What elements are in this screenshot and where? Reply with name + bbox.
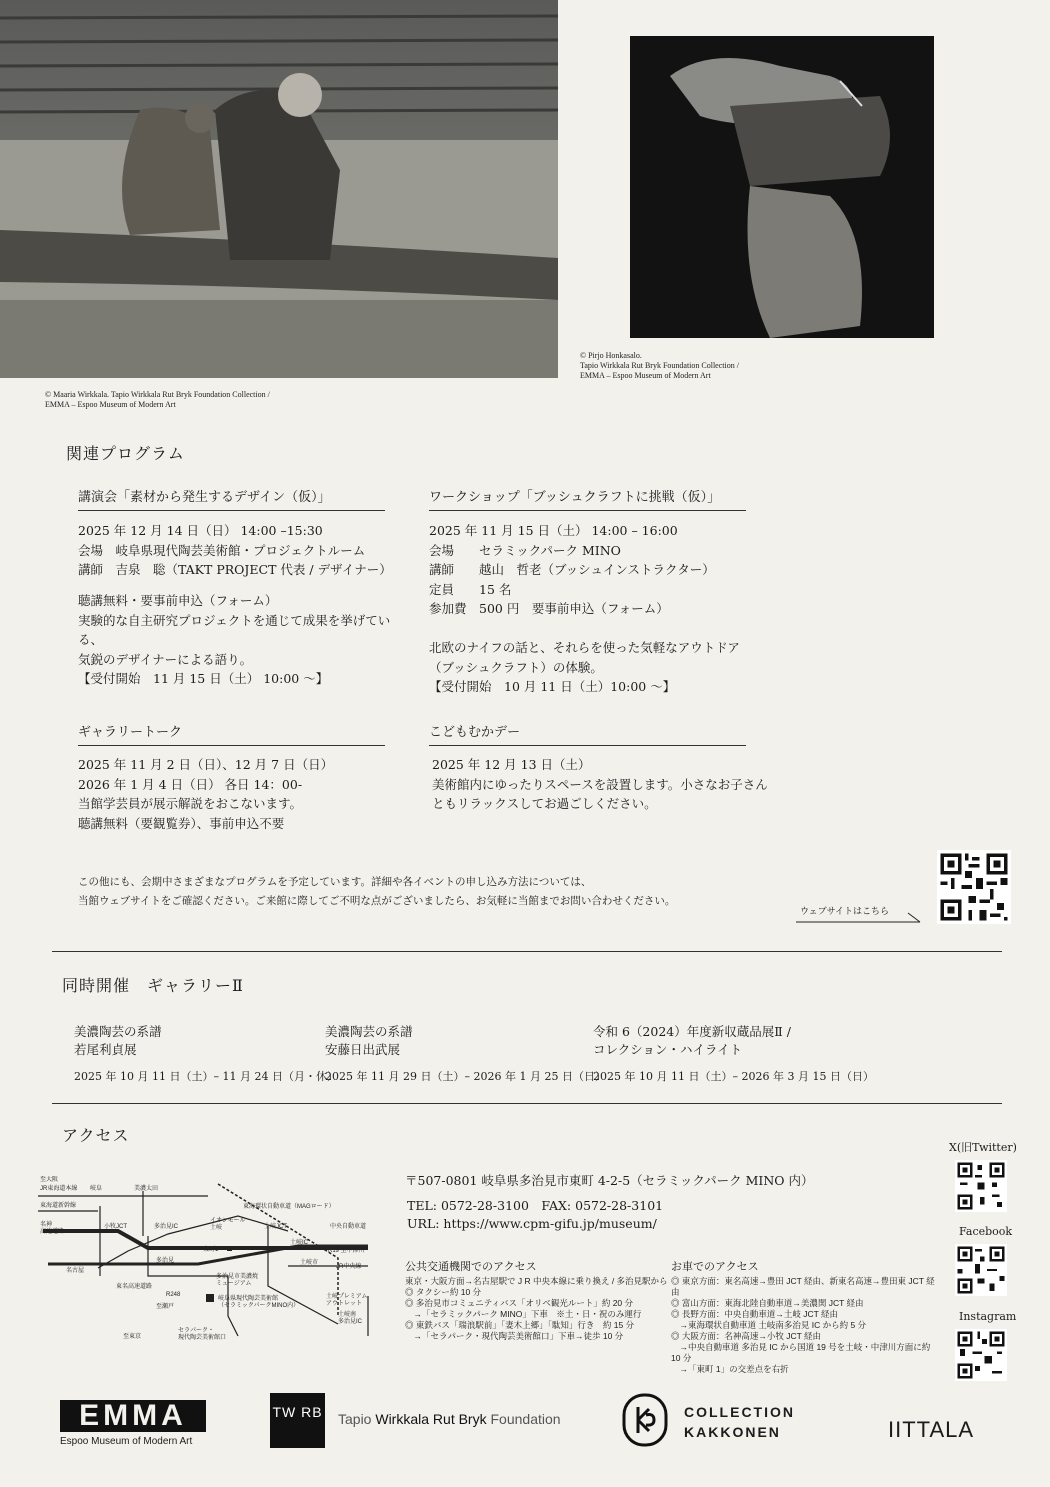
map-label: 土岐市 — [300, 1260, 319, 1266]
concurrent-item-line2: コレクション・ハイライト — [593, 1042, 743, 1057]
lecture-details — [78, 521, 408, 580]
car-line: ◎ 富山方面：東海北陸自動車道→美濃関 JCT 経由 — [671, 1298, 864, 1308]
concurrent-item-dates: 2025 年 11 月 29 日（土）– 2026 年 1 月 25 日（日） — [325, 1070, 606, 1083]
right-photo-caption-3: EMMA – Espoo Museum of Modern Art — [580, 371, 711, 380]
photo-wirkkala-with-dog — [0, 0, 558, 378]
map-label: セラパーク・現代陶芸美術館口 — [178, 1328, 227, 1341]
lecture-divider — [78, 510, 385, 511]
lecture-venue: 会場 岐阜県現代陶芸美術館・プロジェクトルーム — [78, 542, 366, 558]
map-label: 中央自動車道 — [330, 1224, 367, 1230]
talk-line: 2025 年 11 月 2 日（日）、12 月 7 日（日） — [78, 757, 334, 772]
right-photo-caption-1: © Pirjo Honkasalo. — [580, 351, 642, 360]
talk-divider — [78, 745, 385, 746]
talk-block — [78, 721, 385, 746]
map-label: 至大阪 — [40, 1177, 59, 1183]
concurrent-item-line1: 美濃陶芸の系譜 — [325, 1024, 413, 1039]
concurrent-item — [593, 1023, 874, 1084]
instagram-qr-code[interactable] — [955, 1329, 1007, 1381]
public-line: ◎ 東鉄バス「瑞浪駅前」「妻木上郷」「駄知」行き 約 15 分 — [405, 1320, 635, 1330]
twrb-name-part: Foundation — [490, 1411, 561, 1427]
map-label: R19 至中津川 — [328, 1248, 365, 1254]
left-photo-caption-1: © Maaria Wirkkala. Tapio Wirkkala Rut Bryk Foundation Collection / — [45, 390, 270, 399]
twrb-name-part: Wirkkala — [375, 1411, 433, 1427]
public-line: ◎ 多治見市コミュニティバス「オリベ観光ルート」約 20 分 — [405, 1298, 634, 1308]
kakkonen-logo-text — [684, 1402, 795, 1442]
website-qr-code[interactable] — [937, 850, 1011, 924]
kids-block — [429, 721, 746, 746]
map-label: 東名高速道路 — [116, 1284, 153, 1290]
map-label: 土岐JCT — [264, 1224, 287, 1230]
workshop-divider — [429, 510, 746, 511]
concurrent-item — [325, 1023, 606, 1084]
access-url[interactable]: URL: https://www.cpm-gifu.jp/museum/ — [407, 1216, 657, 1231]
lecture-date: 2025 年 12 月 14 日（日） 14:00 –15:30 — [78, 523, 323, 538]
lecture-desc-line: 聴講無料・要事前申込（フォーム） — [78, 593, 278, 608]
section-divider — [52, 1103, 1002, 1104]
car-line: ◎ 東京方面：東名高速→豊田 JCT 経由、新東名高速→豊田東 JCT 経由 — [671, 1276, 935, 1297]
talk-line: 2026 年 1 月 4 日（日） 各日 14：00- — [78, 776, 303, 792]
public-line: →「セラミックパーク MINO」下車 ※土・日・祝のみ運行 — [405, 1309, 642, 1319]
kakkonen-logo-icon — [622, 1393, 668, 1447]
map-label: 土岐プレミアムアウトレット — [326, 1294, 368, 1307]
map-label: 至東京 — [123, 1334, 142, 1340]
public-transport-details — [405, 1276, 670, 1342]
programs-note — [78, 873, 778, 911]
lecture-title: 講演会「素材から発生するデザイン（仮）」 — [78, 490, 331, 505]
map-label: 土岐南多治見IC — [338, 1312, 363, 1325]
map-label: 東海道新幹線 — [40, 1203, 77, 1209]
kids-line: ともリラックスしてお過ごしください。 — [432, 796, 657, 811]
car-line: ◎ 長野方面：中央自動車道→土岐 JCT 経由 — [671, 1309, 839, 1319]
kids-line: 美術館内にゆったりスペースを設置します。小さなお子さん — [432, 776, 768, 792]
map-label: 多治見IC — [154, 1224, 179, 1230]
concurrent-heading: 同時開催 ギャラリーⅡ — [62, 976, 244, 995]
access-tel: TEL: 0572-28-3100 FAX: 0572-28-3101 — [407, 1198, 664, 1213]
map-label: 岐阜県現代陶芸美術館（セラミックパークMINO内） — [218, 1296, 300, 1309]
concurrent-item-line1: 美濃陶芸の系譜 — [74, 1024, 162, 1039]
note-line: この他にも、会期中さまざまなプログラムを予定しています。詳細や各イベントの申し込み方法については、 — [78, 876, 592, 888]
workshop-capacity: 定員 15 名 — [429, 581, 512, 597]
public-line: 東京・大阪方面→名古屋駅で J R 中央本線に乗り換え / 多治見駅から — [405, 1276, 668, 1286]
talk-line: 当館学芸員が展示解説をおこないます。 — [78, 796, 303, 811]
concurrent-item — [74, 1023, 338, 1084]
car-line: →中央自動車道 多治見 IC から国道 19 号を土岐・中津川方面に約 10 分 — [671, 1342, 931, 1363]
kakkonen-line: KAKKONEN — [684, 1424, 781, 1440]
map-label: 東町1 — [203, 1247, 219, 1253]
note-line: 当館ウェブサイトをご確認ください。ご来館に際してご不明な点がございましたら、お気軽に当館までお問い合わせください。 — [78, 895, 676, 907]
workshop-title: ワークショップ「ブッシュクラフトに挑戦（仮）」 — [429, 490, 721, 505]
car-access-details — [671, 1276, 941, 1375]
kids-details — [432, 755, 792, 814]
twrb-name-part: Rut Bryk — [432, 1411, 491, 1427]
facebook-label: Facebook — [959, 1225, 1013, 1238]
website-link[interactable] — [800, 904, 930, 917]
lecture-desc-line: 実験的な自主研究プロジェクトを通じて成果を挙げている、 — [78, 612, 391, 647]
map-label: 土岐IC — [290, 1240, 309, 1246]
concurrent-item-dates: 2025 年 10 月 11 日（土）– 11 月 24 日（月・休） — [74, 1070, 338, 1083]
car-line: →「東町 1」の交差点を右折 — [671, 1364, 789, 1374]
map-label: JR東海道本線 — [40, 1186, 78, 1192]
twrb-foundation-name — [338, 1411, 561, 1427]
talk-line: 聴講無料（要観覧券）、事前申込不要 — [78, 815, 285, 831]
emma-logo-mark: EMMA — [60, 1400, 206, 1432]
right-photo-caption-2: Tapio Wirkkala Rut Bryk Foundation Collection / — [580, 361, 739, 370]
twrb-name-part: Tapio — [338, 1411, 376, 1427]
kakkonen-line: COLLECTION — [684, 1404, 795, 1420]
map-label: イオンモール土岐 — [210, 1218, 246, 1231]
car-line: →東海環状自動車道 土岐南多治見 IC から約 5 分 — [671, 1320, 867, 1330]
public-transport-title: 公共交通機関でのアクセス — [405, 1260, 537, 1273]
workshop-block — [429, 486, 746, 511]
kids-title: こどもむかデー — [429, 725, 521, 740]
public-line: →「セラパーク・現代陶芸美術館口」下車→徒歩 10 分 — [405, 1331, 624, 1341]
instagram-label: Instagram — [959, 1310, 1017, 1323]
concurrent-item-line1: 令和 6（2024）年度新収蔵品展Ⅱ / — [593, 1024, 791, 1039]
map-label: JR中央線 — [336, 1264, 362, 1270]
car-access-title: お車でのアクセス — [671, 1260, 759, 1273]
access-address: 〒507-0801 岐阜県多治見市東町 4-2-5（セラミックパーク MINO 内） — [405, 1173, 814, 1188]
twrb-logo-mark — [270, 1393, 325, 1448]
lecture-block — [78, 486, 385, 511]
workshop-desc-line: 【受付開始 10 月 11 日（土）10:00 ～】 — [429, 679, 676, 694]
twrb-logo-text: TW RB — [272, 1404, 323, 1420]
workshop-venue: 会場 セラミックパーク MINO — [429, 542, 621, 558]
map-label: 名古屋 — [66, 1268, 85, 1274]
x-twitter-qr-code[interactable] — [955, 1160, 1007, 1212]
concurrent-item-line2: 安藤日出武展 — [325, 1042, 401, 1057]
photo-hands-knife-bread — [630, 36, 934, 338]
concurrent-item-dates: 2025 年 10 月 11 日（土）– 2026 年 3 月 15 日（日） — [593, 1070, 874, 1083]
map-label: 至瀬戸 — [156, 1304, 175, 1310]
map-label: 美濃太田 — [134, 1186, 159, 1192]
map-label: 多治見 — [156, 1258, 175, 1264]
map-label: R248 — [166, 1292, 181, 1298]
workshop-date: 2025 年 11 月 15 日（土） 14:00 – 16:00 — [429, 523, 678, 538]
emma-logo-subtitle: Espoo Museum of Modern Art — [60, 1436, 193, 1447]
workshop-instructor: 講師 越山 哲老（ブッシュインストラクター） — [429, 562, 715, 577]
website-link-label[interactable]: ウェブサイトはこちら — [800, 907, 890, 917]
lecture-desc-line: 【受付開始 11 月 15 日（土） 10:00 ～】 — [78, 671, 329, 686]
kids-divider — [429, 745, 746, 746]
workshop-desc-line: 北欧のナイフの話と、それらを使った気軽なアウトドア — [429, 640, 740, 655]
talk-title: ギャラリートーク — [78, 725, 183, 740]
concurrent-item-line2: 若尾利貞展 — [74, 1042, 137, 1057]
workshop-details — [429, 521, 759, 619]
section-divider — [52, 951, 1002, 952]
iittala-logo: IITTALA — [888, 1417, 975, 1442]
talk-details — [78, 755, 408, 833]
map-label: 東海環状自動車道（MAGロード） — [243, 1204, 335, 1210]
workshop-description — [429, 638, 759, 697]
access-contact — [407, 1197, 663, 1233]
lecture-description — [78, 591, 408, 689]
kids-line: 2025 年 12 月 13 日（土） — [432, 757, 591, 772]
map-label: 名神高速道路 — [40, 1222, 65, 1235]
arrow-icon — [796, 909, 926, 923]
workshop-desc-line: （ブッシュクラフト）の体験。 — [429, 659, 603, 675]
programs-heading: 関連プログラム — [66, 444, 185, 463]
facebook-qr-code[interactable] — [955, 1244, 1007, 1296]
x-twitter-label: X(旧Twitter) — [949, 1141, 1017, 1154]
car-line: ◎ 大阪方面：名神高速→小牧 JCT 経由 — [671, 1331, 822, 1341]
access-heading: アクセス — [62, 1126, 130, 1145]
left-photo-caption-2: EMMA – Espoo Museum of Modern Art — [45, 400, 176, 409]
map-label: 岐阜 — [90, 1186, 103, 1192]
lecture-speaker: 講師 吉泉 聡（TAKT PROJECT 代表 / デザイナー） — [78, 562, 392, 577]
access-map — [38, 1176, 383, 1346]
map-label: 多治見市美濃焼ミュージアム — [216, 1274, 259, 1287]
emma-logo — [60, 1400, 206, 1447]
public-line: ◎ タクシー約 10 分 — [405, 1287, 482, 1297]
lecture-desc-line: 気鋭のデザイナーによる語り。 — [78, 651, 253, 667]
map-label: 小牧JCT — [104, 1224, 127, 1230]
workshop-fee: 参加費 500 円 要事前申込（フォーム） — [429, 601, 669, 616]
